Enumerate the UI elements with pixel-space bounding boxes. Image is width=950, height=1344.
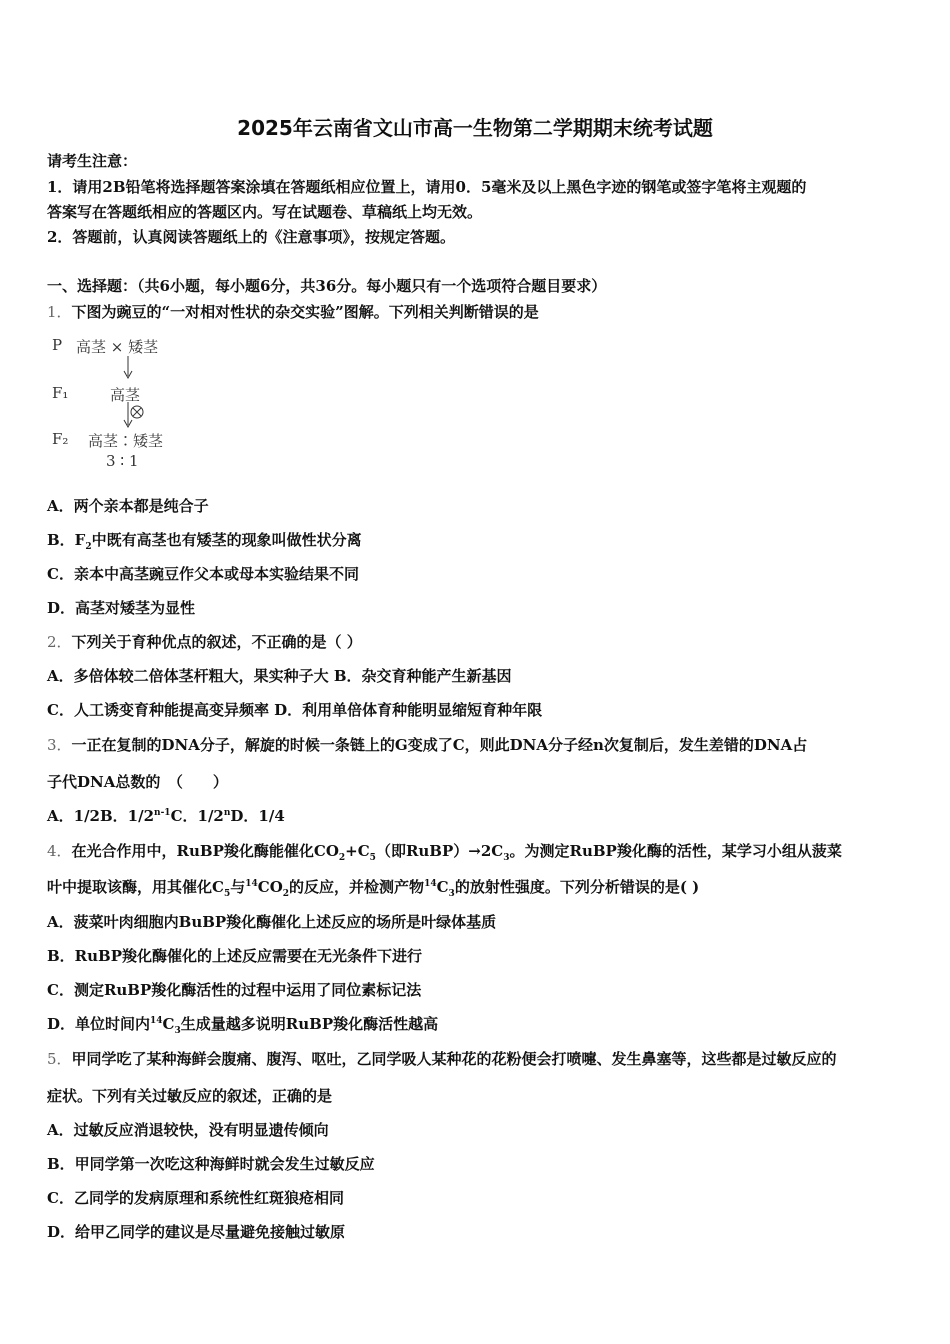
question-3-stem-line-1: 3．一正在复制的DNA分子，解旋的时候一条链上的G变成了C，则此DNA分子经n次复制后，发生差错的DNA占 — [47, 736, 808, 754]
notice-item-2: 2．答题前，认真阅读答题纸上的《注意事项》，按规定答题。 — [47, 228, 455, 246]
question-1-stem: 1．下图为豌豆的“一对相对性状的杂交实验”图解。下列相关判断错误的是 — [47, 303, 539, 321]
question-2-options-line-1: A．多倍体较二倍体茎杆粗大，果实种子大 B．杂交育种能产生新基因 — [47, 667, 512, 685]
f1-phenotype: 高茎 — [110, 386, 141, 404]
question-number: 5． — [47, 1050, 72, 1068]
question-number: 2． — [47, 633, 72, 651]
question-1-option-b: B．$F_2$中既有高茎也有矮茎的现象叫做性状分离 — [47, 531, 362, 552]
f2-phenotypes: 高茎∶矮茎 — [88, 432, 164, 450]
generation-f1-label: F₁ — [52, 384, 69, 402]
question-1-option-c: C．亲本中高茎豌豆作父本或母本实验结果不同 — [47, 565, 359, 583]
question-2-stem: 2．下列关于育种优点的叙述，不正确的是（ ） — [47, 633, 362, 651]
question-5-stem-line-2: 症状。下列有关过敏反应的叙述，正确的是 — [47, 1087, 333, 1105]
section-heading: 一、选择题：（共6小题，每小题6分，共36分。每小题只有一个选项符合题目要求） — [47, 277, 607, 295]
question-4-stem-line-1: 4．在光合作用中，RuBP羧化酶能催化$CO_2+C_5$（即$RuBP)\to 2C_3$。为测定RuBP羧化酶的活性，某学习小组从菠菜 — [47, 842, 842, 863]
question-4-option-b: B．RuBP羧化酶催化的上述反应需要在无光条件下进行 — [47, 947, 423, 965]
parent-cross: 高茎 × 矮茎 — [76, 338, 159, 356]
question-5-option-b: B．甲同学第一次吃这种海鲜时就会发生过敏反应 — [47, 1155, 375, 1173]
question-5-option-d: D．给甲乙同学的建议是尽量避免接触过敏原 — [47, 1223, 346, 1241]
question-3-stem-line-2: 子代DNA总数的 （ ） — [47, 773, 228, 791]
question-4-option-d: D．单位时间内$^{14}C_3$生成量越多说明RuBP羧化酶活性越高 — [47, 1015, 439, 1036]
question-number: 4． — [47, 842, 72, 860]
question-4-option-c: C．测定RuBP羧化酶活性的过程中运用了同位素标记法 — [47, 981, 422, 999]
question-1-option-a: A．两个亲本都是纯合子 — [47, 497, 209, 515]
notice-item-1-line-2: 答案写在答题纸相应的答题区内。写在试题卷、草稿纸上均无效。 — [47, 203, 483, 221]
question-2-options-line-2: C．人工诱变育种能提高变异频率 D．利用单倍体育种能明显缩短育种年限 — [47, 701, 543, 719]
question-5-stem-line-1: 5．甲同学吃了某种海鲜会腹痛、腹泻、呕吐，乙同学吸人某种花的花粉便会打喷嚏、发生鼻塞等，这些都是过敏反应的 — [47, 1050, 837, 1068]
question-1-option-d: D．高茎对矮茎为显性 — [47, 599, 196, 617]
page-title: 2025年云南省文山市高一生物第二学期期末统考试题 — [237, 116, 713, 140]
cross-diagram — [48, 332, 198, 472]
generation-f2-label: F₂ — [52, 430, 69, 448]
question-3-options: A．1/2B．1/2$^{n-1}$C．1/2$^n$D．1/4 — [47, 807, 285, 825]
question-number: 3． — [47, 736, 72, 754]
notice-item-1-line-1: 1．请用2B铅笔将选择题答案涂填在答题纸相应位置上，请用0．5毫米及以上黑色字迹的钢笔或签字笔将主观题的 — [47, 178, 807, 196]
question-4-option-a: A．菠菜叶肉细胞内BuBP羧化酶催化上述反应的场所是叶绿体基质 — [47, 913, 497, 931]
question-5-option-a: A．过敏反应消退较快，没有明显遗传倾向 — [47, 1121, 329, 1139]
notice-heading: 请考生注意： — [47, 152, 138, 170]
question-5-option-c: C．乙同学的发病原理和系统性红斑狼疮相同 — [47, 1189, 344, 1207]
question-number: 1． — [47, 303, 72, 321]
f2-ratio: 3 ∶ 1 — [106, 452, 139, 470]
question-4-stem-line-2: 叶中提取该酶，用其催化$C_5$与$^{14}CO_2$的反应，并检测产物$^{14}C_3$的放射性强度。下列分析错误的是( ) — [47, 878, 700, 899]
generation-p-label: P — [52, 336, 63, 354]
